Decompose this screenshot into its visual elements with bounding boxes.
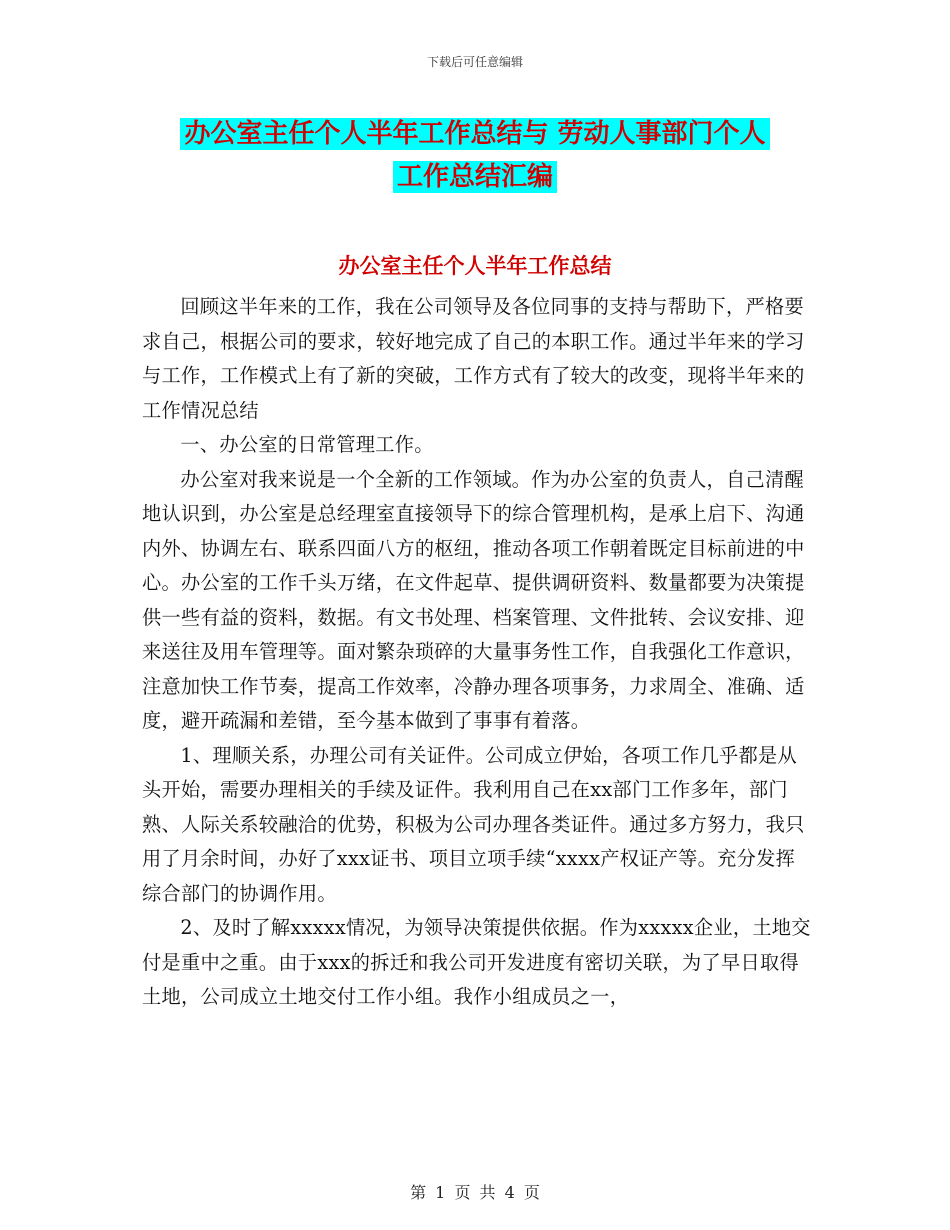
section-title: 办公室主任个人半年工作总结 [338, 254, 612, 278]
document-body [142, 290, 812, 1015]
body-paragraph: 办公室对我来说是一个全新的工作领域。作为办公室的负责人，自己清醒地认识到，办公室是总经理室直接领导下的综合管理机构，是承上启下、沟通内外、协调左右、联系四面八方的枢纽，推动各项工作朝着既定目标前进的中心。办公室的工作千头万绪，在文件起草、提供调研资料、数量都要为决策提供一些有益的资料，数据。有文书处理、档案管理、文件批转、会议安排、迎来送往及用车管理等。面对繁杂琐碎的大量事务性工作，自我强化工作意识，注意加快工作节奏，提高工作效率，冷静办理各项事务，力求周全、准确、适度，避开疏漏和差错，至今基本做到了事事有着落。 [142, 467, 805, 732]
body-paragraph: 回顾这半年来的工作，我在公司领导及各位同事的支持与帮助下，严格要求自己，根据公司的要求，较好地完成了自己的本职工作。通过半年来的学习与工作，工作模式上有了新的突破，工作方式有了较大的改变，现将半年来的工作情况总结 [142, 295, 805, 422]
body-paragraph: 2、及时了解xxxxx情况，为领导决策提供依据。作为xxxxx企业，土地交付是重中之重。由于xxx的拆迁和我公司开发进度有密切关联，为了早日取得土地，公司成立土地交付工作小组。我作小组成员之一， [142, 916, 811, 1008]
body-paragraph: 1、理顺关系，办理公司有关证件。公司成立伊始，各项工作几乎都是从头开始，需要办理相关的手续及证件。我利用自己在xx部门工作多年，部门熟、人际关系较融洽的优势，积极为公司办理各类证件。通过多方努力，我只用了月余时间，办好了xxx证书、项目立项手续“xxxx产权证产等。充分发挥综合部门的协调作用。 [142, 743, 805, 905]
document-title-line-1 [0, 113, 950, 150]
document-title-line-2 [0, 156, 950, 193]
page-header-note: 下载后可任意编辑 [426, 55, 523, 69]
page-footer: 第 1 页 共 4 页 [410, 1183, 540, 1202]
section-heading: 一、办公室的日常管理工作。 [180, 433, 434, 456]
title-highlight-1: 办公室主任个人半年工作总结与 劳动人事部门个人 [180, 118, 769, 150]
title-highlight-2: 工作总结汇编 [393, 161, 557, 193]
